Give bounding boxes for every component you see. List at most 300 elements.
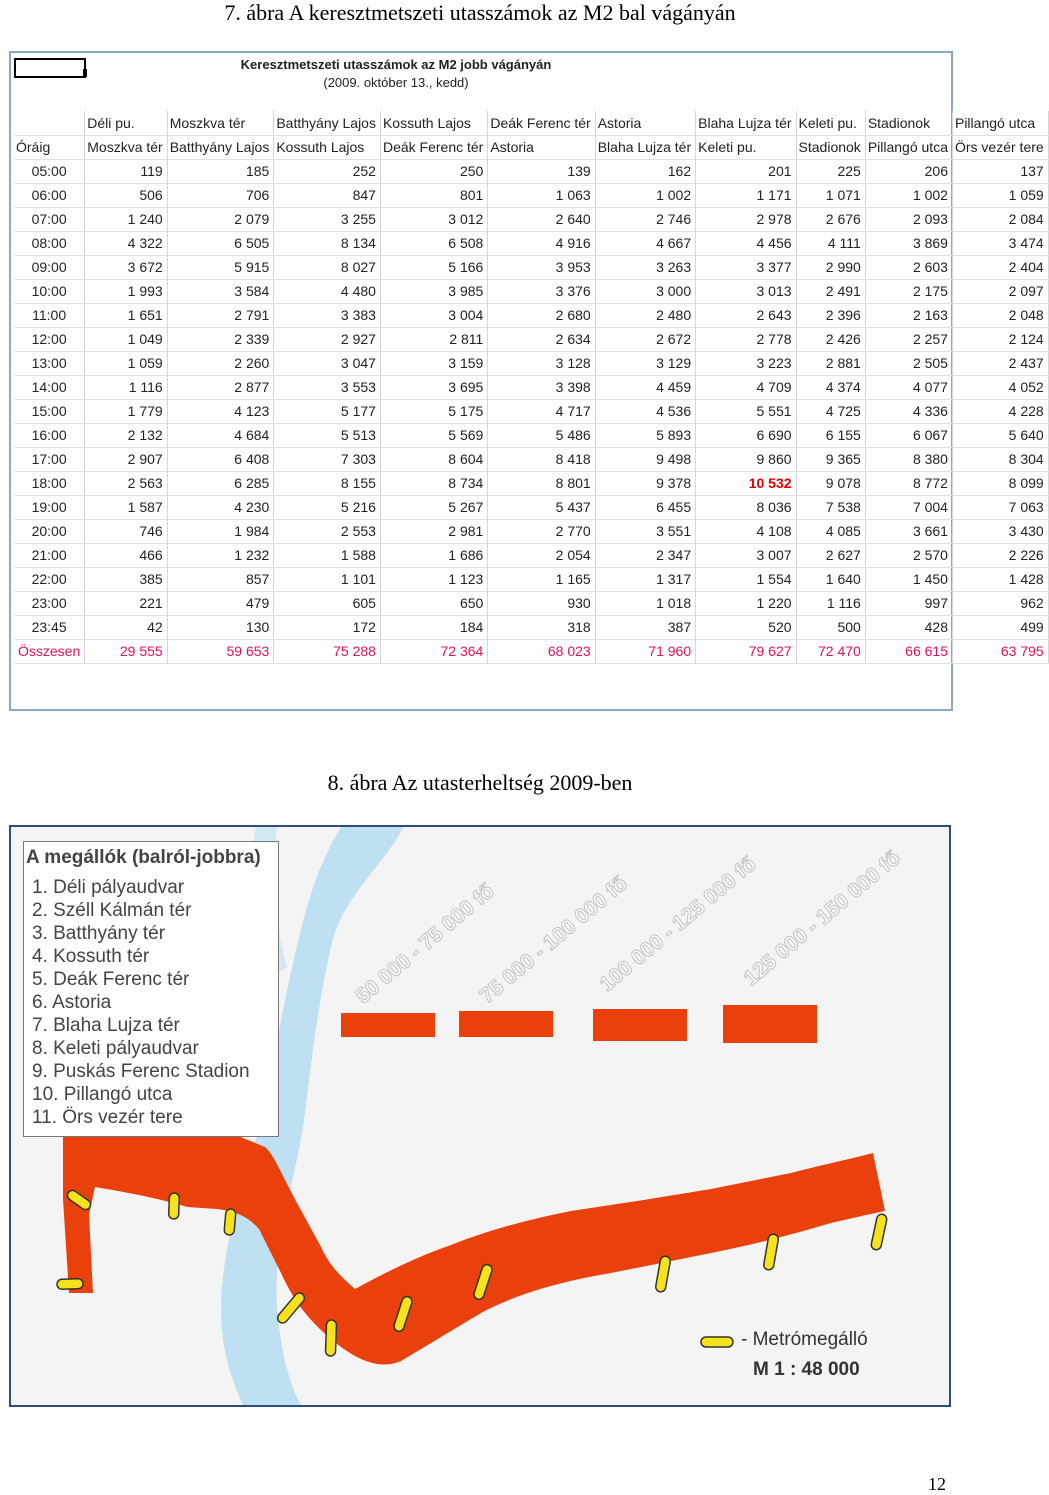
count-cell[interactable]: 2 676: [796, 207, 865, 231]
count-cell[interactable]: 2 396: [796, 303, 865, 327]
count-cell[interactable]: 2 163: [865, 303, 952, 327]
count-cell[interactable]: 650: [380, 591, 487, 615]
count-cell[interactable]: 2 084: [952, 207, 1048, 231]
hour-cell[interactable]: 09:00: [14, 255, 85, 279]
count-cell[interactable]: 857: [167, 567, 274, 591]
count-cell[interactable]: 4 111: [796, 231, 865, 255]
count-cell[interactable]: 2 347: [595, 543, 695, 567]
count-cell[interactable]: 5 177: [274, 399, 381, 423]
count-cell[interactable]: 1 588: [274, 543, 381, 567]
table-row: [14, 231, 1048, 255]
total-cell[interactable]: 68 023: [488, 639, 595, 663]
count-cell[interactable]: 3 128: [488, 351, 595, 375]
count-cell[interactable]: 139: [488, 159, 595, 183]
count-cell[interactable]: 6 508: [380, 231, 487, 255]
count-cell[interactable]: 3 695: [380, 375, 487, 399]
band-bar-1: [341, 1013, 435, 1037]
count-cell[interactable]: 3 430: [952, 519, 1048, 543]
count-cell[interactable]: 5 893: [595, 423, 695, 447]
total-cell[interactable]: 63 795: [952, 639, 1048, 663]
header-to-cell[interactable]: Moszkva tér: [85, 135, 167, 159]
count-cell[interactable]: 2 680: [488, 303, 595, 327]
spreadsheet-figure: [9, 51, 1044, 711]
header-to-cell[interactable]: Pillangó utca: [865, 135, 952, 159]
total-cell[interactable]: 75 288: [274, 639, 381, 663]
count-cell[interactable]: 1 428: [952, 567, 1048, 591]
band-label-4: 125 000 - 150 000 fő: [739, 846, 905, 991]
count-cell[interactable]: 1 002: [595, 183, 695, 207]
total-cell[interactable]: 66 615: [865, 639, 952, 663]
stop-list-item: 4. Kossuth tér: [32, 946, 150, 967]
hour-cell[interactable]: 22:00: [14, 567, 85, 591]
total-row: [14, 639, 1048, 663]
band-label-3: 100 000 - 125 000 fő: [595, 852, 761, 997]
count-cell[interactable]: 1 220: [696, 591, 796, 615]
m2-line: [63, 1113, 885, 1365]
count-cell[interactable]: 7 004: [865, 495, 952, 519]
count-cell[interactable]: 3 013: [696, 279, 796, 303]
count-cell[interactable]: 206: [865, 159, 952, 183]
hour-cell[interactable]: 07:00: [14, 207, 85, 231]
table-row: [14, 447, 1048, 471]
band-label-1: 50 000 - 75 000 fő: [351, 879, 499, 1009]
stop-key-label: - Metrómegálló: [741, 1329, 868, 1350]
stop-marker: [224, 1209, 236, 1236]
stop-marker: [325, 1320, 336, 1356]
band-bar-3: [593, 1009, 687, 1041]
count-cell[interactable]: 8 772: [865, 471, 952, 495]
stop-list-item: 1. Déli pályaudvar: [32, 877, 185, 898]
count-cell[interactable]: 184: [380, 615, 487, 639]
count-cell[interactable]: 9 860: [696, 447, 796, 471]
count-cell[interactable]: 428: [865, 615, 952, 639]
total-label[interactable]: Összesen: [14, 639, 85, 663]
count-cell[interactable]: 130: [167, 615, 274, 639]
count-cell[interactable]: 252: [274, 159, 381, 183]
count-cell[interactable]: 4 228: [952, 399, 1048, 423]
count-cell[interactable]: 172: [274, 615, 381, 639]
header-from-cell[interactable]: Deák Ferenc tér: [488, 111, 595, 135]
count-cell[interactable]: 3 047: [274, 351, 381, 375]
header-to-cell[interactable]: Stadionok: [796, 135, 865, 159]
count-cell[interactable]: 2 426: [796, 327, 865, 351]
header-to-cell[interactable]: Keleti pu.: [696, 135, 796, 159]
count-cell[interactable]: 1 554: [696, 567, 796, 591]
header-from-cell[interactable]: Batthyány Lajos: [274, 111, 381, 135]
count-cell[interactable]: 2 672: [595, 327, 695, 351]
count-cell[interactable]: 5 486: [488, 423, 595, 447]
table-row: [14, 399, 1048, 423]
count-cell[interactable]: 5 267: [380, 495, 487, 519]
band-bar-4: [723, 1005, 817, 1043]
hour-cell[interactable]: 23:00: [14, 591, 85, 615]
count-cell[interactable]: 8 027: [274, 255, 381, 279]
count-cell[interactable]: 1 450: [865, 567, 952, 591]
count-cell[interactable]: 4 322: [85, 231, 167, 255]
count-cell[interactable]: 1 116: [796, 591, 865, 615]
count-cell[interactable]: 1 651: [85, 303, 167, 327]
count-cell[interactable]: 8 099: [952, 471, 1048, 495]
count-cell[interactable]: 2 404: [952, 255, 1048, 279]
count-cell[interactable]: 3 398: [488, 375, 595, 399]
count-cell[interactable]: 3 551: [595, 519, 695, 543]
count-cell[interactable]: 4 077: [865, 375, 952, 399]
count-cell[interactable]: 847: [274, 183, 381, 207]
count-cell[interactable]: 3 953: [488, 255, 595, 279]
count-cell[interactable]: 8 036: [696, 495, 796, 519]
count-cell[interactable]: 2 981: [380, 519, 487, 543]
header-to-cell[interactable]: Deák Ferenc tér: [380, 135, 487, 159]
count-cell[interactable]: 387: [595, 615, 695, 639]
count-cell[interactable]: 5 216: [274, 495, 381, 519]
count-cell[interactable]: 8 801: [488, 471, 595, 495]
count-cell[interactable]: 1 116: [85, 375, 167, 399]
count-cell[interactable]: 2 339: [167, 327, 274, 351]
hour-cell[interactable]: 17:00: [14, 447, 85, 471]
count-cell[interactable]: 2 054: [488, 543, 595, 567]
count-cell[interactable]: 2 553: [274, 519, 381, 543]
table-row: [14, 519, 1048, 543]
count-cell[interactable]: 962: [952, 591, 1048, 615]
band-bar-2: [459, 1011, 553, 1037]
hour-cell[interactable]: 21:00: [14, 543, 85, 567]
count-cell[interactable]: 2 877: [167, 375, 274, 399]
count-cell[interactable]: 4 916: [488, 231, 595, 255]
hour-cell[interactable]: 11:00: [14, 303, 85, 327]
table-row: [14, 207, 1048, 231]
count-cell[interactable]: 746: [85, 519, 167, 543]
table-row: [14, 279, 1048, 303]
count-cell[interactable]: 2 257: [865, 327, 952, 351]
total-cell[interactable]: 72 470: [796, 639, 865, 663]
table-row: [14, 471, 1048, 495]
total-cell[interactable]: 79 627: [696, 639, 796, 663]
count-cell[interactable]: 2 770: [488, 519, 595, 543]
count-cell[interactable]: 2 978: [696, 207, 796, 231]
hour-cell[interactable]: 23:45: [14, 615, 85, 639]
count-cell[interactable]: 8 604: [380, 447, 487, 471]
header-to-cell[interactable]: Astoria: [488, 135, 595, 159]
count-cell[interactable]: 8 155: [274, 471, 381, 495]
count-cell[interactable]: 2 643: [696, 303, 796, 327]
count-cell[interactable]: 3 474: [952, 231, 1048, 255]
count-cell[interactable]: 9 498: [595, 447, 695, 471]
count-cell[interactable]: 4 123: [167, 399, 274, 423]
count-cell[interactable]: 1 123: [380, 567, 487, 591]
count-cell[interactable]: 5 569: [380, 423, 487, 447]
count-cell[interactable]: 706: [167, 183, 274, 207]
count-cell[interactable]: 3 012: [380, 207, 487, 231]
hour-cell[interactable]: 19:00: [14, 495, 85, 519]
table-row: [14, 423, 1048, 447]
stop-marker: [169, 1193, 180, 1219]
header-from-cell[interactable]: Kossuth Lajos: [380, 111, 487, 135]
count-cell[interactable]: 4 456: [696, 231, 796, 255]
total-cell[interactable]: 59 653: [167, 639, 274, 663]
count-cell[interactable]: 4 052: [952, 375, 1048, 399]
count-cell[interactable]: 2 480: [595, 303, 695, 327]
count-cell[interactable]: 1 171: [696, 183, 796, 207]
header-to-cell[interactable]: Blaha Lujza tér: [595, 135, 695, 159]
count-cell[interactable]: 930: [488, 591, 595, 615]
count-cell[interactable]: 3 007: [696, 543, 796, 567]
count-cell[interactable]: 1 165: [488, 567, 595, 591]
count-cell[interactable]: 2 640: [488, 207, 595, 231]
count-cell[interactable]: 10 532: [696, 471, 796, 495]
count-cell[interactable]: 3 376: [488, 279, 595, 303]
count-cell[interactable]: 4 684: [167, 423, 274, 447]
count-cell[interactable]: 2 881: [796, 351, 865, 375]
hour-cell[interactable]: 10:00: [14, 279, 85, 303]
count-cell[interactable]: 250: [380, 159, 487, 183]
table-row: [14, 591, 1048, 615]
count-cell[interactable]: 479: [167, 591, 274, 615]
count-cell[interactable]: 42: [85, 615, 167, 639]
table-row: [14, 255, 1048, 279]
count-cell[interactable]: 4 336: [865, 399, 952, 423]
count-cell[interactable]: 1 059: [952, 183, 1048, 207]
count-cell[interactable]: 6 155: [796, 423, 865, 447]
count-cell[interactable]: 1 686: [380, 543, 487, 567]
count-cell[interactable]: 5 437: [488, 495, 595, 519]
count-cell[interactable]: 2 260: [167, 351, 274, 375]
header-from-cell[interactable]: Moszkva tér: [167, 111, 274, 135]
count-cell[interactable]: 6 285: [167, 471, 274, 495]
count-cell[interactable]: 225: [796, 159, 865, 183]
count-cell[interactable]: 3 000: [595, 279, 695, 303]
count-cell[interactable]: 7 538: [796, 495, 865, 519]
count-cell[interactable]: 162: [595, 159, 695, 183]
header-from-cell[interactable]: Keleti pu.: [796, 111, 865, 135]
count-cell[interactable]: 1 071: [796, 183, 865, 207]
count-cell[interactable]: 1 002: [865, 183, 952, 207]
count-cell[interactable]: 2 437: [952, 351, 1048, 375]
count-cell[interactable]: 2 132: [85, 423, 167, 447]
count-cell[interactable]: 7 303: [274, 447, 381, 471]
count-cell[interactable]: 2 175: [865, 279, 952, 303]
count-cell[interactable]: 2 907: [85, 447, 167, 471]
count-cell[interactable]: 1 232: [167, 543, 274, 567]
count-cell[interactable]: 1 059: [85, 351, 167, 375]
count-cell[interactable]: 2 048: [952, 303, 1048, 327]
count-cell[interactable]: 8 380: [865, 447, 952, 471]
header-from-cell[interactable]: Déli pu.: [85, 111, 167, 135]
count-cell[interactable]: 201: [696, 159, 796, 183]
header-row-to: [14, 135, 1048, 159]
count-cell[interactable]: 6 505: [167, 231, 274, 255]
count-cell[interactable]: 2 778: [696, 327, 796, 351]
hour-cell[interactable]: 20:00: [14, 519, 85, 543]
total-cell[interactable]: 72 364: [380, 639, 487, 663]
table-row: [14, 183, 1048, 207]
count-cell[interactable]: 1 101: [274, 567, 381, 591]
stop-list-item: 8. Keleti pályaudvar: [32, 1038, 199, 1059]
count-cell[interactable]: 2 226: [952, 543, 1048, 567]
count-cell[interactable]: 2 634: [488, 327, 595, 351]
count-cell[interactable]: 3 661: [865, 519, 952, 543]
count-cell[interactable]: 2 603: [865, 255, 952, 279]
table-row: [14, 615, 1048, 639]
count-cell[interactable]: 6 690: [696, 423, 796, 447]
stop-list-item: 5. Deák Ferenc tér: [32, 969, 190, 990]
count-cell[interactable]: 1 779: [85, 399, 167, 423]
stop-list-item: 3. Batthyány tér: [32, 923, 166, 944]
stop-list-item: 2. Széll Kálmán tér: [32, 900, 192, 921]
header-from-cell[interactable]: Astoria: [595, 111, 695, 135]
count-cell[interactable]: 2 097: [952, 279, 1048, 303]
count-cell[interactable]: 500: [796, 615, 865, 639]
count-cell[interactable]: 6 408: [167, 447, 274, 471]
hour-cell[interactable]: 12:00: [14, 327, 85, 351]
count-cell[interactable]: 2 079: [167, 207, 274, 231]
count-cell[interactable]: 4 717: [488, 399, 595, 423]
count-cell[interactable]: 801: [380, 183, 487, 207]
count-cell[interactable]: 466: [85, 543, 167, 567]
count-cell[interactable]: 3 129: [595, 351, 695, 375]
count-cell[interactable]: 137: [952, 159, 1048, 183]
count-cell[interactable]: 5 513: [274, 423, 381, 447]
header-from-cell[interactable]: [14, 111, 85, 135]
count-cell[interactable]: 4 667: [595, 231, 695, 255]
band-label-2: 75 000 - 100 000 fő: [475, 872, 632, 1009]
count-cell[interactable]: 9 078: [796, 471, 865, 495]
hour-cell[interactable]: 06:00: [14, 183, 85, 207]
hour-cell[interactable]: 13:00: [14, 351, 85, 375]
count-cell[interactable]: 8 134: [274, 231, 381, 255]
count-cell[interactable]: 5 915: [167, 255, 274, 279]
figure-7-caption: 7. ábra A keresztmetszeti utasszámok az M2 bal vágányán: [224, 0, 736, 25]
count-cell[interactable]: 2 093: [865, 207, 952, 231]
count-cell[interactable]: 1 240: [85, 207, 167, 231]
hour-cell[interactable]: 15:00: [14, 399, 85, 423]
stop-list-item: 7. Blaha Lujza tér: [32, 1015, 180, 1036]
count-cell[interactable]: 8 418: [488, 447, 595, 471]
header-row-from: [14, 111, 1048, 135]
count-cell[interactable]: 520: [696, 615, 796, 639]
header-to-cell[interactable]: Batthyány Lajos: [167, 135, 274, 159]
count-cell[interactable]: 3 377: [696, 255, 796, 279]
table-row: [14, 303, 1048, 327]
count-cell[interactable]: 997: [865, 591, 952, 615]
count-cell[interactable]: 4 725: [796, 399, 865, 423]
legend-stop-marker: [701, 1337, 733, 1347]
count-cell[interactable]: 2 811: [380, 327, 487, 351]
sheet-title: Keresztmetszeti utasszámok az M2 jobb vágányán: [240, 57, 552, 72]
count-cell[interactable]: 1 018: [595, 591, 695, 615]
count-cell[interactable]: 2 791: [167, 303, 274, 327]
count-cell[interactable]: 2 927: [274, 327, 381, 351]
header-to-cell[interactable]: Kossuth Lajos: [274, 135, 381, 159]
table-row: [14, 159, 1048, 183]
count-cell[interactable]: 3 985: [380, 279, 487, 303]
count-cell[interactable]: 385: [85, 567, 167, 591]
count-cell[interactable]: 1 984: [167, 519, 274, 543]
count-cell[interactable]: 221: [85, 591, 167, 615]
count-cell[interactable]: 3 159: [380, 351, 487, 375]
count-cell[interactable]: 8 734: [380, 471, 487, 495]
header-to-cell[interactable]: Óráig: [14, 135, 85, 159]
count-cell[interactable]: 4 459: [595, 375, 695, 399]
count-cell[interactable]: 4 480: [274, 279, 381, 303]
total-cell[interactable]: 29 555: [85, 639, 167, 663]
count-cell[interactable]: 2 627: [796, 543, 865, 567]
count-cell[interactable]: 4 374: [796, 375, 865, 399]
count-cell[interactable]: 3 869: [865, 231, 952, 255]
count-cell[interactable]: 2 124: [952, 327, 1048, 351]
hour-cell[interactable]: 08:00: [14, 231, 85, 255]
count-cell[interactable]: 499: [952, 615, 1048, 639]
count-cell[interactable]: 1 317: [595, 567, 695, 591]
count-cell[interactable]: 5 166: [380, 255, 487, 279]
count-cell[interactable]: 3 672: [85, 255, 167, 279]
count-cell[interactable]: 2 746: [595, 207, 695, 231]
total-cell[interactable]: 71 960: [595, 639, 695, 663]
count-cell[interactable]: 3 383: [274, 303, 381, 327]
count-cell[interactable]: 3 584: [167, 279, 274, 303]
count-cell[interactable]: 506: [85, 183, 167, 207]
hour-cell[interactable]: 16:00: [14, 423, 85, 447]
count-cell[interactable]: 2 505: [865, 351, 952, 375]
header-from-cell[interactable]: Blaha Lujza tér: [696, 111, 796, 135]
page-number: 12: [928, 1474, 946, 1494]
stop-list-item: 9. Puskás Ferenc Stadion: [32, 1061, 250, 1082]
count-cell[interactable]: 5 640: [952, 423, 1048, 447]
count-cell[interactable]: 605: [274, 591, 381, 615]
count-cell[interactable]: 4 230: [167, 495, 274, 519]
count-cell[interactable]: 2 570: [865, 543, 952, 567]
count-cell[interactable]: 4 085: [796, 519, 865, 543]
table-row: [14, 543, 1048, 567]
count-cell[interactable]: 3 553: [274, 375, 381, 399]
count-cell[interactable]: 2 491: [796, 279, 865, 303]
count-cell[interactable]: 3 255: [274, 207, 381, 231]
count-cell[interactable]: 9 378: [595, 471, 695, 495]
count-cell[interactable]: 3 223: [696, 351, 796, 375]
count-cell[interactable]: 1 640: [796, 567, 865, 591]
count-cell[interactable]: 4 108: [696, 519, 796, 543]
stop-list: [24, 876, 278, 1129]
count-cell[interactable]: 1 063: [488, 183, 595, 207]
count-cell[interactable]: 7 063: [952, 495, 1048, 519]
count-cell[interactable]: 185: [167, 159, 274, 183]
count-cell[interactable]: 8 304: [952, 447, 1048, 471]
count-cell[interactable]: 2 990: [796, 255, 865, 279]
count-cell[interactable]: 5 551: [696, 399, 796, 423]
hour-cell[interactable]: 14:00: [14, 375, 85, 399]
count-cell[interactable]: 3 263: [595, 255, 695, 279]
hour-cell[interactable]: 05:00: [14, 159, 85, 183]
hour-cell[interactable]: 18:00: [14, 471, 85, 495]
count-cell[interactable]: 9 365: [796, 447, 865, 471]
count-cell[interactable]: 2 563: [85, 471, 167, 495]
count-cell[interactable]: 5 175: [380, 399, 487, 423]
count-cell[interactable]: 1 049: [85, 327, 167, 351]
count-cell[interactable]: 318: [488, 615, 595, 639]
count-cell[interactable]: 6 455: [595, 495, 695, 519]
count-cell[interactable]: 1 587: [85, 495, 167, 519]
header-from-cell[interactable]: Stadionok: [865, 111, 952, 135]
count-cell[interactable]: 3 004: [380, 303, 487, 327]
count-cell[interactable]: 4 709: [696, 375, 796, 399]
header-to-cell[interactable]: Örs vezér tere: [952, 135, 1048, 159]
count-cell[interactable]: 6 067: [865, 423, 952, 447]
passenger-table: [14, 111, 1049, 664]
passenger-load-map: [9, 825, 951, 1407]
header-from-cell[interactable]: Pillangó utca: [952, 111, 1048, 135]
count-cell[interactable]: 1 993: [85, 279, 167, 303]
count-cell[interactable]: 4 536: [595, 399, 695, 423]
count-cell[interactable]: 119: [85, 159, 167, 183]
